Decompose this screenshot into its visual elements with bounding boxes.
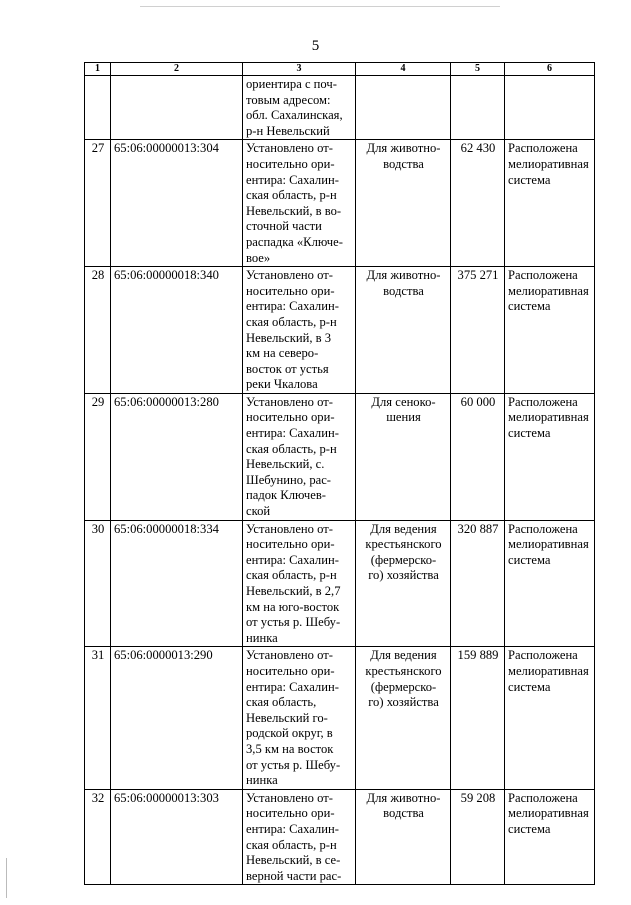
row-number-line: 27: [91, 141, 105, 156]
plot-location-line: носительно ори-: [246, 537, 335, 552]
permitted-use: [356, 647, 451, 789]
plot-location-line: ентира: Сахалин-: [246, 172, 339, 187]
column-number-row: [85, 63, 595, 76]
row-number-line: 32: [91, 790, 105, 805]
plot-note-line: система: [508, 679, 551, 694]
plot-note: [505, 520, 595, 647]
plot-area: [451, 647, 505, 789]
plot-area: [451, 140, 505, 267]
page-top-edge: [140, 6, 500, 7]
column-number: 2: [111, 63, 243, 76]
plot-location-line: 3,5 км на восток: [246, 741, 334, 756]
plot-location: [243, 647, 356, 789]
permitted-use-line: Для сеноко-: [371, 394, 436, 409]
plot-area-line: 375 271: [457, 268, 499, 283]
plot-note: [505, 140, 595, 267]
plot-location-line: ская область, р-н: [246, 188, 337, 203]
plot-location: [243, 789, 356, 885]
table-row: [85, 789, 595, 885]
plot-note-line: Расположена: [508, 790, 578, 805]
plot-location-line: товым адресом:: [246, 92, 331, 107]
plot-location: [243, 520, 356, 647]
cadastral-number-line: 65:06:00000018:340: [114, 268, 219, 283]
plot-note: [505, 267, 595, 394]
plot-location-line: Невельский, в се-: [246, 853, 341, 868]
plot-location-line: км на северо-: [246, 346, 319, 361]
plot-location-line: Установлено от-: [246, 394, 333, 409]
cadastral-number: [111, 140, 243, 267]
row-number: [85, 76, 111, 140]
plot-location-line: Невельский, в 2,7: [246, 584, 341, 598]
permitted-use-line: го) хозяйства: [368, 568, 439, 583]
plot-location-line: нинка: [246, 630, 278, 645]
plot-note-line: система: [508, 552, 551, 567]
permitted-use-line: Для животно-: [366, 268, 441, 283]
plot-location-line: ская область, р-н: [246, 568, 337, 583]
permitted-use: [356, 520, 451, 647]
row-number-line: 30: [91, 521, 105, 536]
plot-area-line: 159 889: [457, 648, 499, 663]
plot-note-line: Расположена: [508, 648, 578, 663]
land-plots-table: [84, 62, 595, 885]
plot-area: [451, 789, 505, 885]
row-number: [85, 267, 111, 394]
plot-location-line: Невельский, в 3: [246, 330, 332, 345]
plot-location-line: сточной части: [246, 219, 322, 234]
plot-location-line: носительно ори-: [246, 806, 335, 821]
cadastral-number-line: 65:06:0000013:290: [114, 648, 213, 663]
column-number: 4: [356, 63, 451, 76]
plot-note: [505, 393, 595, 520]
plot-location-line: Невельский го-: [246, 710, 328, 725]
plot-area: [451, 393, 505, 520]
plot-location-line: носительно ори-: [246, 156, 335, 171]
plot-location-line: ская область, р-н: [246, 314, 337, 329]
row-number-line: 29: [91, 394, 105, 409]
plot-location-line: км на юго-восток: [246, 599, 340, 614]
cadastral-number: [111, 789, 243, 885]
plot-note-line: система: [508, 299, 551, 314]
plot-location-line: от устья р. Шебу-: [246, 615, 341, 630]
table-row: [85, 393, 595, 520]
cadastral-number: [111, 647, 243, 789]
plot-location-line: носительно ори-: [246, 283, 335, 298]
table-row: [85, 267, 595, 394]
permitted-use-line: водства: [383, 806, 424, 821]
row-number: [85, 140, 111, 267]
row-number-line: 31: [91, 648, 105, 663]
plot-location-line: родской округ, в: [246, 726, 333, 741]
plot-note-line: система: [508, 821, 551, 836]
cadastral-number: [111, 393, 243, 520]
row-number: [85, 647, 111, 789]
plot-note-line: Расположена: [508, 521, 578, 536]
cadastral-number-line: 65:06:00000013:280: [114, 394, 219, 409]
cadastral-number: [111, 267, 243, 394]
permitted-use: [356, 393, 451, 520]
plot-area-line: 62 430: [460, 141, 496, 156]
plot-note-line: Расположена: [508, 394, 578, 409]
cadastral-number: [111, 520, 243, 647]
plot-location-line: Шебунино, рас-: [246, 472, 332, 487]
cadastral-number-line: 65:06:00000013:303: [114, 790, 219, 805]
row-number: [85, 789, 111, 885]
row-number: [85, 520, 111, 647]
permitted-use-line: шения: [386, 410, 421, 425]
plot-location-line: Установлено от-: [246, 521, 333, 536]
plot-location: [243, 393, 356, 520]
plot-area: [451, 520, 505, 647]
plot-area: [451, 267, 505, 394]
plot-area-line: 320 887: [457, 521, 499, 536]
plot-note-line: мелиоративная: [508, 537, 589, 552]
permitted-use-line: (фермерско-: [370, 679, 437, 694]
plot-note: [505, 76, 595, 140]
plot-area: [451, 76, 505, 140]
permitted-use-line: крестьянского: [365, 663, 442, 678]
permitted-use-line: крестьянского: [365, 537, 442, 552]
row-number: [85, 393, 111, 520]
plot-note: [505, 647, 595, 789]
plot-area-line: 59 208: [460, 790, 496, 805]
plot-location: [243, 140, 356, 267]
table-row: [85, 140, 595, 267]
plot-location-line: ентира: Сахалин-: [246, 426, 339, 441]
permitted-use-line: Для ведения: [370, 648, 437, 663]
plot-location-line: распадка «Ключе-: [246, 234, 343, 249]
plot-note: [505, 789, 595, 885]
plot-location-line: от устья р. Шебу-: [246, 757, 341, 772]
row-number-line: 28: [91, 268, 105, 283]
permitted-use-line: Для ведения: [370, 521, 437, 536]
table-row: [85, 520, 595, 647]
permitted-use-line: Для животно-: [366, 141, 441, 156]
column-number: 5: [451, 63, 505, 76]
column-number: 6: [505, 63, 595, 76]
cadastral-number-line: 65:06:00000013:304: [114, 141, 219, 156]
plot-location-line: ская область, р-н: [246, 441, 337, 456]
plot-note-line: Расположена: [508, 141, 578, 156]
permitted-use: [356, 140, 451, 267]
permitted-use: [356, 76, 451, 140]
cadastral-number-line: 65:06:00000018:334: [114, 521, 219, 536]
table-row: [85, 647, 595, 789]
plot-location-line: ская область, р-н: [246, 837, 337, 852]
plot-location-line: падок Ключев-: [246, 488, 326, 503]
plot-note-line: система: [508, 172, 551, 187]
column-number: 1: [85, 63, 111, 76]
plot-location-line: обл. Сахалинская,: [246, 108, 343, 123]
plot-note-line: мелиоративная: [508, 283, 589, 298]
plot-location-line: ская область,: [246, 695, 317, 710]
plot-location-line: нинка: [246, 773, 278, 788]
plot-location-line: Установлено от-: [246, 268, 333, 283]
plot-location-line: восток от устья: [246, 361, 329, 376]
plot-location-line: Установлено от-: [246, 648, 333, 663]
plot-area-line: 60 000: [460, 394, 496, 409]
plot-location-line: ентира: Сахалин-: [246, 552, 339, 567]
permitted-use: [356, 789, 451, 885]
plot-location-line: Невельский, в во-: [246, 203, 342, 218]
plot-location-line: Установлено от-: [246, 790, 333, 805]
permitted-use-line: го) хозяйства: [368, 695, 439, 710]
plot-location-line: носительно ори-: [246, 410, 335, 425]
plot-location-line: Невельский, с.: [246, 457, 325, 472]
plot-note-line: Расположена: [508, 268, 578, 283]
plot-location-line: верной части рас-: [246, 868, 342, 883]
plot-location: [243, 76, 356, 140]
scan-margin-mark: [6, 858, 7, 898]
permitted-use: [356, 267, 451, 394]
plot-location-line: Установлено от-: [246, 141, 333, 156]
plot-location-line: ентира: Сахалин-: [246, 821, 339, 836]
plot-location-line: реки Чкалова: [246, 377, 318, 392]
permitted-use-line: водства: [383, 283, 424, 298]
permitted-use-line: (фермерско-: [370, 552, 437, 567]
permitted-use-line: водства: [383, 156, 424, 171]
plot-location-line: р-н Невельский: [246, 123, 330, 138]
column-number: 3: [243, 63, 356, 76]
plot-location-line: ориентира с поч-: [246, 77, 337, 91]
cadastral-number: [111, 76, 243, 140]
plot-note-line: мелиоративная: [508, 663, 589, 678]
plot-note-line: мелиоративная: [508, 410, 589, 425]
plot-location-line: вое»: [246, 250, 271, 265]
plot-location-line: ентира: Сахалин-: [246, 679, 339, 694]
page-number: 5: [311, 38, 320, 54]
plot-location-line: ской: [246, 504, 271, 519]
plot-note-line: система: [508, 426, 551, 441]
plot-note-line: мелиоративная: [508, 806, 589, 821]
plot-location-line: носительно ори-: [246, 663, 335, 678]
plot-location-line: ентира: Сахалин-: [246, 299, 339, 314]
plot-location: [243, 267, 356, 394]
table-row: [85, 76, 595, 140]
permitted-use-line: Для животно-: [366, 790, 441, 805]
plot-note-line: мелиоративная: [508, 156, 589, 171]
